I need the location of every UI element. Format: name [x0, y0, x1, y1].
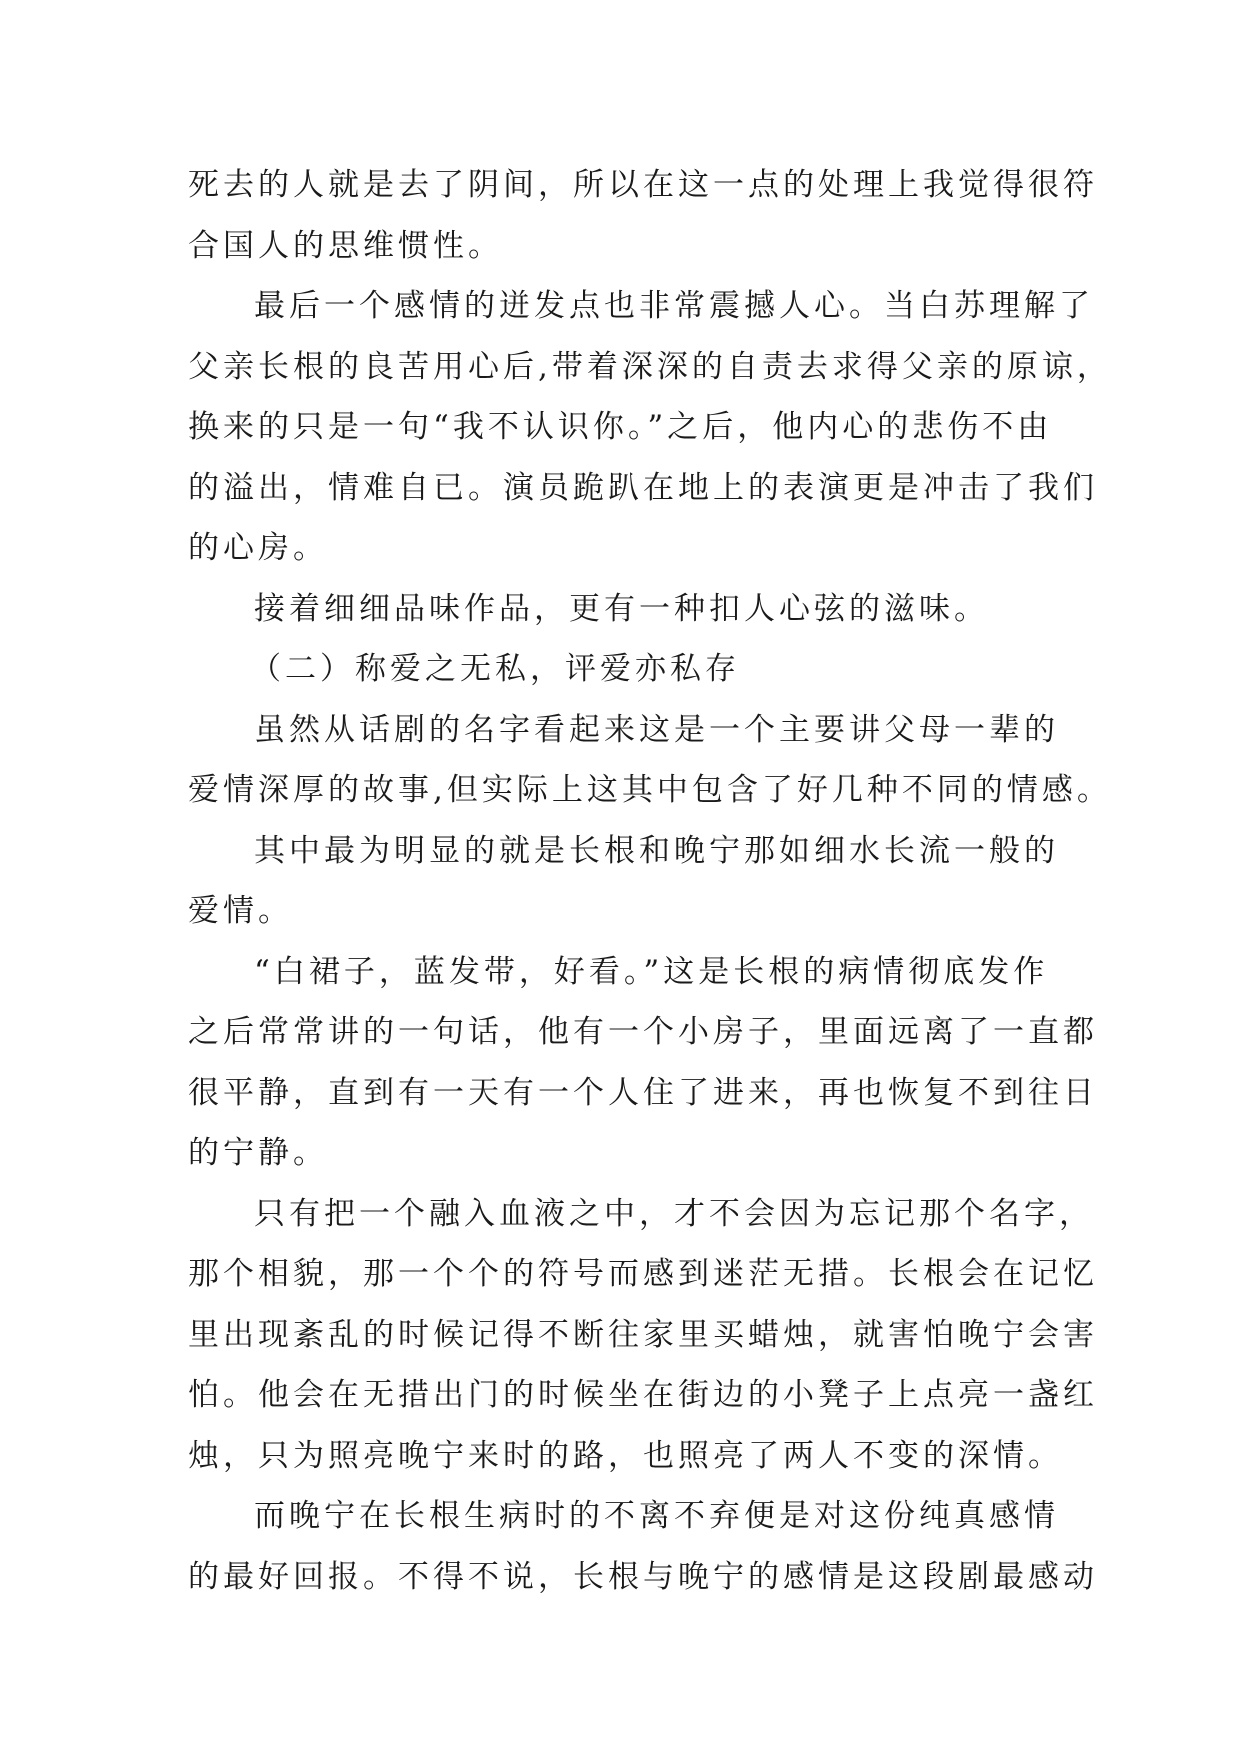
text-line: 的心房。 — [188, 530, 328, 566]
text-line: 的宁静。 — [188, 1135, 328, 1171]
text-line: 爱情深厚的故事,但实际上这其中包含了好几种不同的情感。 — [188, 772, 1112, 808]
text-line: 而晚宁在长根生病时的不离不弃便是对这份纯真感情 — [254, 1498, 1059, 1534]
text-line: 换来的只是一句“我不认识你。”之后，他内心的悲伤不由 — [188, 409, 1053, 445]
text-line: 的溢出，情难自已。演员跪趴在地上的表演更是冲击了我们 — [188, 469, 1098, 506]
document-body — [188, 155, 1112, 1607]
text-line: 怕。他会在无措出门的时候坐在街边的小凳子上点亮一盏红 — [188, 1377, 1098, 1413]
text-line: 虽然从话剧的名字看起来这是一个主要讲父母一辈的 — [254, 711, 1059, 748]
text-line: 很平静，直到有一天有一个人住了进来，再也恢复不到往日 — [188, 1074, 1098, 1111]
text-line: 其中最为明显的就是长根和晚宁那如细水长流一般的 — [254, 832, 1059, 869]
text-line: “白裙子，蓝发带，好看。”这是长根的病情彻底发作 — [254, 953, 1049, 990]
text-line: 死去的人就是去了阴间，所以在这一点的处理上我觉得很符 — [188, 167, 1098, 203]
text-line: 父亲长根的良苦用心后,带着深深的自责去求得父亲的原谅， — [188, 348, 1112, 385]
text-line: 最后一个感情的迸发点也非常震撼人心。当白苏理解了 — [254, 288, 1094, 324]
text-line: 之后常常讲的一句话，他有一个小房子，里面远离了一直都 — [188, 1014, 1098, 1050]
text-line: 的最好回报。不得不说，长根与晚宁的感情是这段剧最感动 — [188, 1558, 1098, 1595]
text-line: 合国人的思维惯性。 — [188, 227, 503, 264]
text-line: 爱情。 — [188, 893, 293, 929]
text-line: 里出现紊乱的时候记得不断往家里买蜡烛，就害怕晚宁会害 — [188, 1316, 1098, 1353]
text-line: 接着细细品味作品，更有一种扣人心弦的滋味。 — [254, 590, 989, 627]
text-line: 只有把一个融入血液之中，才不会因为忘记那个名字， — [254, 1195, 1094, 1232]
text-line: 烛，只为照亮晚宁来时的路，也照亮了两人不变的深情。 — [188, 1437, 1063, 1474]
section-heading: （二）称爱之无私，评爱亦私存 — [250, 651, 740, 687]
text-line: 那个相貌，那一个个的符号而感到迷茫无措。长根会在记忆 — [188, 1256, 1098, 1292]
